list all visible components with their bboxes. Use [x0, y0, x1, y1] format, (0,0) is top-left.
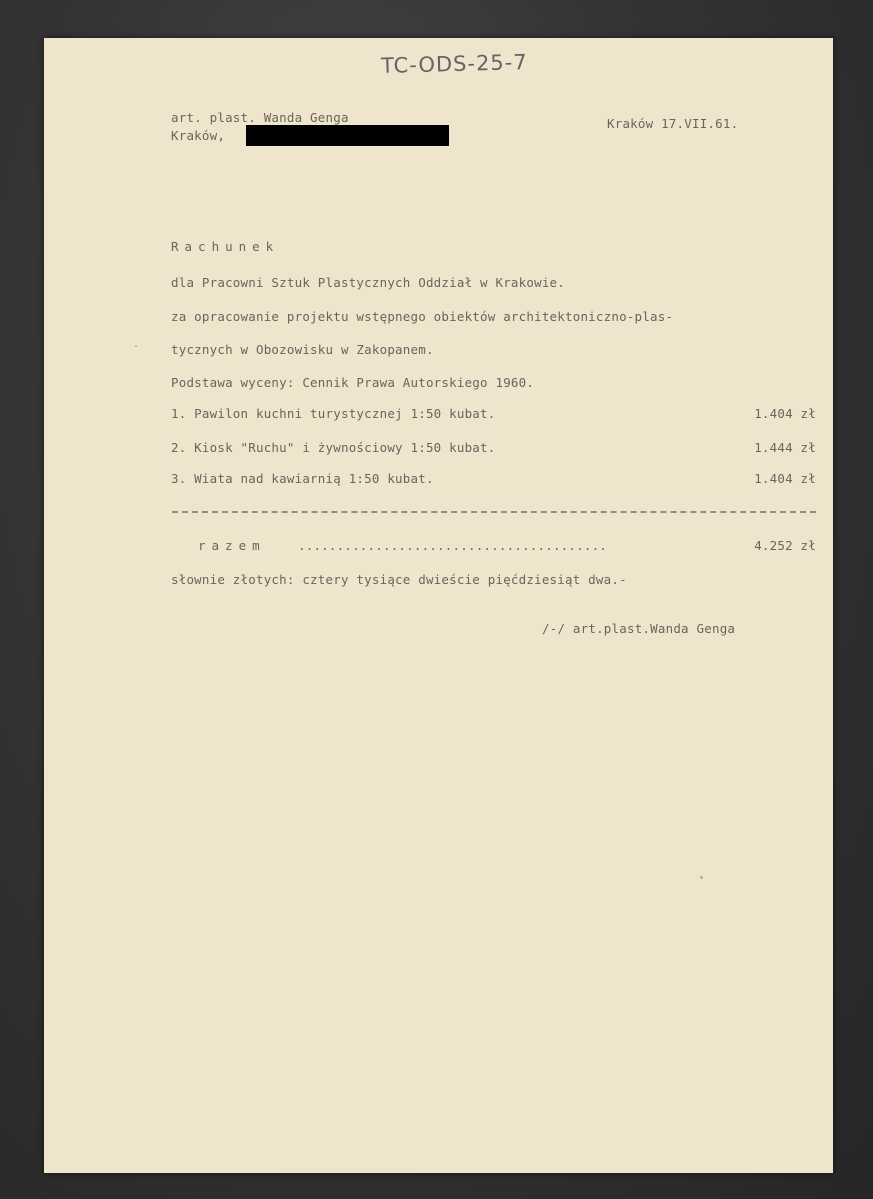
paper-speck [135, 345, 137, 347]
body-line-2: za opracowanie projektu wstępnego obiektów architektoniczno-plas- [171, 309, 674, 324]
document-heading: Rachunek [171, 239, 280, 254]
handwritten-reference: TC-ODS-25-7 [380, 50, 528, 78]
sender-name: art. plast. Wanda Genga [171, 110, 349, 125]
document-page [44, 38, 833, 1173]
item-2-text: 2. Kiosk "Ruchu" i żywnościowy 1:50 kubat. [171, 440, 496, 455]
item-2-amount: 1.444 zł [754, 440, 816, 455]
total-amount: 4.252 zł [754, 538, 816, 553]
item-1-text: 1. Pawilon kuchni turystycznej 1:50 kubat. [171, 406, 496, 421]
body-line-1: dla Pracowni Sztuk Plastycznych Oddział w Krakowie. [171, 275, 566, 290]
sender-city: Kraków, [171, 128, 226, 143]
signature-line: /-/ art.plast.Wanda Genga [542, 621, 736, 636]
item-1-amount: 1.404 zł [754, 406, 816, 421]
pricing-basis: Podstawa wyceny: Cennik Prawa Autorskiego 1960. [171, 375, 535, 390]
dashed-separator [172, 511, 816, 513]
amount-in-words: słownie złotych: cztery tysiące dwieście pięćdziesiąt dwa.- [171, 572, 627, 587]
total-leader-dots: ........................................ [298, 538, 608, 553]
item-3-amount: 1.404 zł [754, 471, 816, 486]
item-3-text: 3. Wiata nad kawiarnią 1:50 kubat. [171, 471, 434, 486]
body-line-3: tycznych w Obozowisku w Zakopanem. [171, 342, 434, 357]
redaction-bar [246, 125, 449, 146]
place-date: Kraków 17.VII.61. [607, 116, 739, 131]
paper-speck [700, 876, 703, 879]
total-label: razem [198, 538, 266, 553]
